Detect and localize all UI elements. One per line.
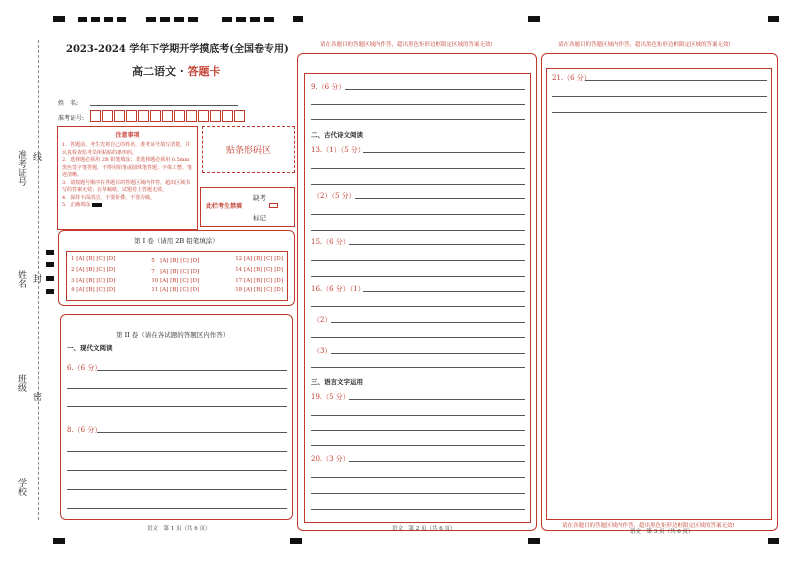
answer-line[interactable] — [552, 96, 767, 97]
q16-2-label: （2） — [313, 316, 332, 324]
exam-id-label: 准考证号: — [58, 115, 85, 122]
notice-title: 注意事项 — [115, 132, 140, 139]
choice-row[interactable]: 1 [A] [B] [C] [D] 5 [A] [B] [C] [D] 12 [A] [B] [C] [D] — [71, 256, 283, 264]
timing-mark — [528, 16, 540, 22]
barcode-label: 贴条形码区 — [225, 146, 271, 156]
answer-line[interactable] — [311, 477, 525, 478]
answer-line[interactable] — [311, 367, 525, 368]
answer-line[interactable] — [311, 430, 525, 431]
subject-title: 高二语文 — [132, 65, 176, 78]
answer-line[interactable] — [311, 415, 525, 416]
page3-inner-panel — [546, 68, 772, 520]
answer-line[interactable] — [311, 260, 525, 261]
answer-line[interactable] — [67, 470, 287, 471]
timing-mark — [768, 538, 779, 544]
part1-title: 一、现代文阅读 — [67, 344, 113, 352]
q9-label: 9.（6 分） — [311, 83, 346, 91]
answer-line[interactable] — [67, 388, 287, 389]
answer-line[interactable] — [349, 461, 525, 462]
notice-item: 3．请按题号顺序在各题目的答题区域内作答，超出区域书写的答案无效；在草稿纸、试题卷上答题无效。 — [62, 179, 191, 193]
notice-item: 2．选择题必须用 2B 铅笔填涂；非选择题必须用 0.5mm 黑色签字笔答题，不得用铅笔或圆珠笔答题；字体工整、笔迹清晰。 — [62, 157, 193, 178]
part3-title: 三、语言文字运用 — [311, 378, 363, 386]
q19-label: 19.（5 分） — [311, 393, 350, 401]
answer-line[interactable] — [311, 276, 525, 277]
section1-panel — [58, 230, 295, 306]
choice-grid — [66, 251, 288, 301]
timing-mark — [222, 17, 274, 22]
side-label-school: 学校 — [16, 478, 26, 496]
part2-title: 二、古代诗文阅读 — [311, 131, 363, 139]
page3-bottom-warning: 请在各题目的答题区域内作答，超出黑色矩形边框限定区域的答案无效! — [562, 523, 735, 529]
q16-1-label: 16.（6 分）（1） — [311, 285, 365, 293]
side-label-secret: 密 — [31, 392, 41, 401]
side-label-seal: 封 — [31, 274, 41, 283]
timing-mark — [528, 538, 540, 544]
exam-title: 2023-2024 学年下学期开学摸底考(全国卷专用) — [66, 44, 289, 55]
timing-mark — [53, 538, 65, 544]
choice-row[interactable]: 4 [A] [B] [C] [D] 11 [A] [B] [C] [D] 18 [A] [B] [C] [D] — [71, 287, 283, 293]
answer-line[interactable] — [311, 104, 525, 105]
timing-mark — [78, 17, 126, 22]
timing-mark — [293, 16, 303, 22]
answer-line[interactable] — [311, 119, 525, 120]
name-label: 姓 名: — [58, 100, 79, 107]
answer-line[interactable] — [311, 509, 525, 510]
page2-footer: 语文 第 2 页（共 6 页） — [392, 526, 456, 532]
answer-line[interactable] — [311, 493, 525, 494]
timing-mark — [46, 262, 54, 267]
section2-title: 第 II 卷（请在各试题的答题区内作答） — [116, 331, 230, 339]
side-label-line: 线 — [31, 152, 41, 161]
absent-label: 此栏考生禁填 — [206, 203, 243, 210]
timing-mark — [46, 289, 54, 294]
q15-label: 15.（6 分） — [311, 238, 350, 246]
answer-line[interactable] — [67, 451, 287, 452]
answer-line[interactable] — [97, 370, 287, 371]
timing-mark — [768, 16, 779, 22]
section2-panel — [60, 314, 293, 520]
choice-row[interactable]: 3 [A] [B] [C] [D] 10 [A] [B] [C] [D] 17 [A] [B] [C] [D] — [71, 278, 283, 284]
answer-line[interactable] — [349, 399, 525, 400]
notice-item: 1．答题前，考生先将自己的姓名、准考证号填写清楚，并认真检查监考员所粘贴的条形码。 — [62, 142, 191, 156]
answer-line[interactable] — [311, 230, 525, 231]
answer-line[interactable] — [67, 508, 287, 509]
q20-label: 20.（3 分） — [311, 455, 350, 463]
answer-line[interactable] — [67, 489, 287, 490]
answer-line[interactable] — [363, 291, 525, 292]
q13-1-label: 13.（1）（5 分） — [311, 146, 365, 154]
exam-id-boxes[interactable] — [90, 110, 246, 122]
absent-checkbox[interactable] — [269, 203, 278, 208]
answer-line[interactable] — [311, 168, 525, 169]
absent-box — [200, 187, 295, 227]
q16-3-label: （3） — [313, 347, 332, 355]
answer-line[interactable] — [311, 337, 525, 338]
answer-line[interactable] — [355, 198, 525, 199]
timing-mark — [46, 276, 54, 281]
q13-2-label: （2）（5 分） — [313, 192, 356, 200]
card-title: 高二语文 · 答题卡 — [132, 65, 221, 78]
answer-line[interactable] — [67, 406, 287, 407]
page2-inner-panel — [304, 73, 531, 523]
answer-line[interactable] — [97, 432, 287, 433]
notice-box — [57, 126, 198, 230]
side-label-exam-id: 准考证号 — [16, 150, 26, 186]
page1-footer: 语文 第 1 页（共 6 页） — [147, 526, 211, 532]
answer-line[interactable] — [349, 244, 525, 245]
q8-label: 8.（6 分） — [67, 426, 102, 434]
timing-mark — [290, 538, 302, 544]
page2-top-warning: 请在各题目的答题区域内作答，超出黑色矩形边框限定区域的答案无效! — [320, 42, 493, 48]
absent-biaoji: 标记 — [253, 214, 266, 222]
page3-footer: 语文 第 3 页（共 6 页） — [630, 529, 694, 535]
filled-sample-icon — [92, 203, 102, 207]
side-label-name: 姓名 — [16, 270, 26, 288]
choice-row[interactable]: 2 [A] [B] [C] [D] 7 [A] [B] [C] [D] 14 [A] [B] [C] [D] — [71, 267, 283, 275]
name-field[interactable] — [90, 105, 238, 106]
q21-label: 21.（6 分） — [552, 74, 591, 82]
answer-line[interactable] — [552, 112, 767, 113]
notice-item: 4．保持卡面清洁，不要折叠、不要弄破。 — [62, 194, 156, 201]
answer-line[interactable] — [331, 353, 525, 354]
answer-line[interactable] — [311, 445, 525, 446]
answer-card-title: 答题卡 — [187, 65, 221, 78]
timing-mark — [53, 16, 65, 22]
page3-top-warning: 请在各题目的答题区域内作答，超出黑色矩形边框限定区域的答案无效! — [558, 42, 731, 48]
answer-line[interactable] — [363, 152, 525, 153]
q6-label: 6.（6 分） — [67, 364, 102, 372]
notice-item: 5．正确填涂 — [62, 202, 193, 210]
answer-line[interactable] — [585, 80, 767, 81]
answer-line[interactable] — [311, 184, 525, 185]
timing-mark — [46, 250, 54, 255]
barcode-area — [202, 126, 295, 173]
answer-line[interactable] — [345, 89, 525, 90]
answer-line[interactable] — [311, 214, 525, 215]
answer-line[interactable] — [331, 322, 525, 323]
timing-mark — [146, 17, 198, 22]
absent-kaoque: 缺考 — [253, 194, 266, 202]
side-label-class: 班级 — [16, 374, 26, 392]
section1-title: 第 I 卷（请用 2B 铅笔填涂） — [134, 237, 219, 245]
answer-line[interactable] — [311, 306, 525, 307]
